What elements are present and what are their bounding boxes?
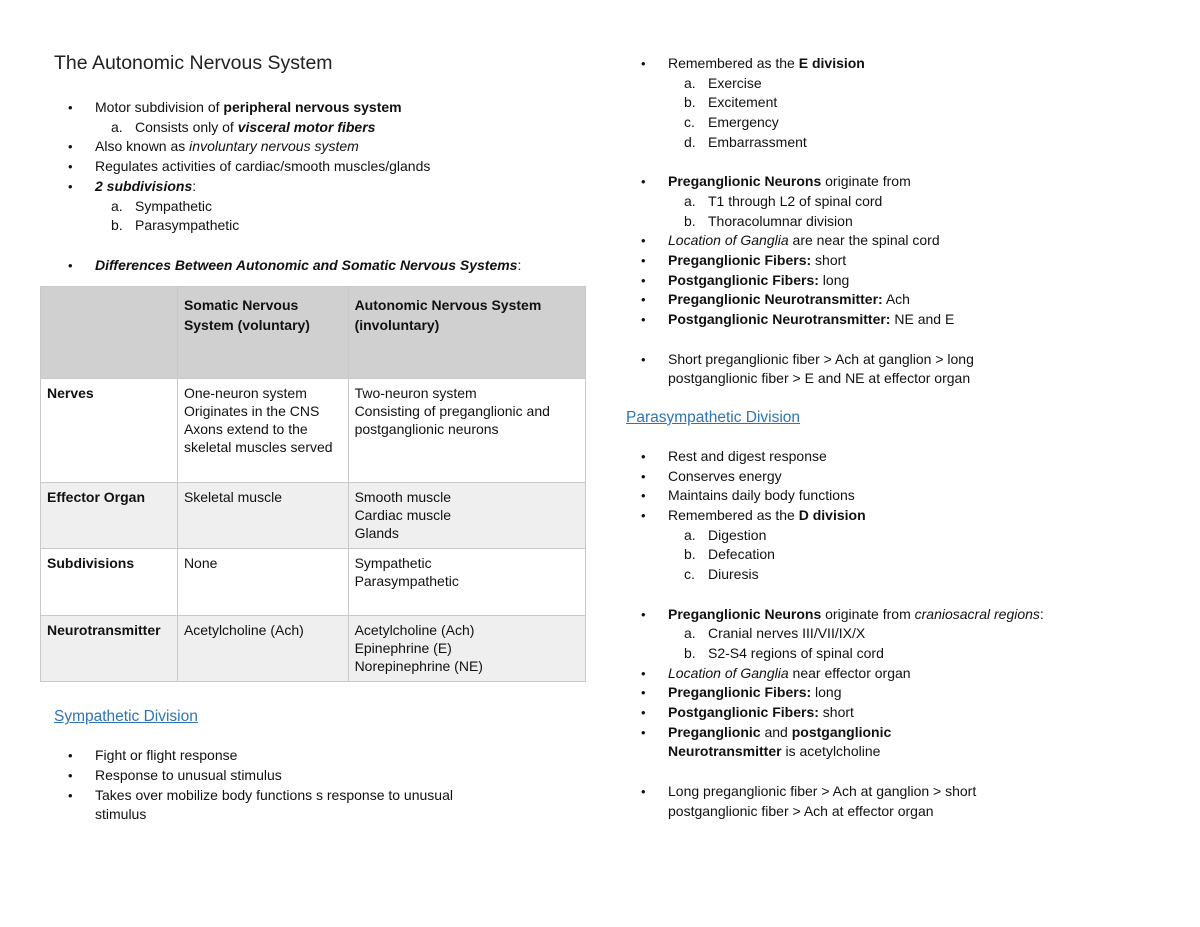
list-item: • Also known as involuntary nervous system bbox=[40, 137, 588, 157]
sub-list-item: b. Parasympathetic bbox=[111, 217, 240, 234]
table-cell: Acetylcholine (Ach) bbox=[177, 616, 348, 682]
table-cell: Acetylcholine (Ach) Epinephrine (E) Norepinephrine (NE) bbox=[348, 616, 585, 682]
list-item: • Maintains daily body functions bbox=[626, 486, 1066, 506]
page-title: The Autonomic Nervous System bbox=[54, 52, 333, 74]
list-item: • Preganglionic Fibers: short bbox=[626, 251, 1066, 271]
list-item: • Fight or flight response bbox=[40, 746, 588, 766]
sub-list-item: b. Defecation bbox=[684, 546, 775, 563]
comparison-table bbox=[40, 286, 586, 682]
sub-list-item: a. Consists only of visceral motor fibers bbox=[111, 118, 376, 135]
list-item: • Rest and digest response bbox=[626, 447, 1066, 467]
list-item: • Takes over mobilize body functions s response to unusual stimulus bbox=[40, 786, 588, 825]
list-item: • Preganglionic Neurons originate from a. T1 through L2 of spinal cord b. Thoracolumnar division bbox=[626, 172, 1066, 231]
list-item: • Postganglionic Neurotransmitter: NE and E bbox=[626, 310, 1066, 330]
sympathetic-heading: Sympathetic Division bbox=[54, 708, 198, 726]
list-item: • 2 subdivisions: a. Sympathetic b. Parasympathetic bbox=[40, 177, 588, 236]
sub-list-item: c. Emergency bbox=[684, 114, 779, 131]
sub-list-item: d. Embarrassment bbox=[684, 133, 807, 150]
sub-list-item: a. Cranial nerves III/VII/IX/X bbox=[684, 625, 866, 642]
row-label: Effector Organ bbox=[41, 483, 178, 549]
row-label: Neurotransmitter bbox=[41, 616, 178, 682]
row-label: Subdivisions bbox=[41, 549, 178, 616]
list-item: • Response to unusual stimulus bbox=[40, 766, 588, 786]
list-item: • Regulates activities of cardiac/smooth muscles/glands bbox=[40, 157, 588, 177]
parasympathetic-heading: Parasympathetic Division bbox=[626, 408, 801, 426]
table-header-cell: Somatic Nervous System (voluntary) bbox=[177, 287, 348, 379]
parasympathetic-list bbox=[626, 447, 1066, 585]
list-item: • Differences Between Autonomic and Somatic Nervous Systems: bbox=[40, 256, 588, 276]
list-item: • Conserves energy bbox=[626, 467, 1066, 487]
list-item: • Preganglionic Neurotransmitter: Ach bbox=[626, 290, 1066, 310]
list-item: • Remembered as the D division a. Digestion b. Defecation c. Diuresis bbox=[626, 506, 1066, 585]
table-cell: Sympathetic Parasympathetic bbox=[348, 549, 585, 616]
sub-list-item: a. T1 through L2 of spinal cord bbox=[684, 192, 883, 209]
sub-list-item: b. S2-S4 regions of spinal cord bbox=[684, 644, 884, 661]
row-label: Nerves bbox=[41, 379, 178, 483]
sub-list-item: c. Diuresis bbox=[684, 566, 759, 583]
table-header-row bbox=[41, 287, 586, 379]
table-cell: Smooth muscle Cardiac muscle Glands bbox=[348, 483, 585, 549]
table-row bbox=[41, 549, 586, 616]
sub-list-item: b. Thoracolumnar division bbox=[684, 212, 853, 229]
list-item: • Short preganglionic fiber > Ach at ganglion > long postganglionic fiber > E and NE at effector organ bbox=[626, 350, 1066, 389]
sub-list-item: b. Excitement bbox=[684, 94, 778, 111]
table-header-cell: Autonomic Nervous System (involuntary) bbox=[348, 287, 585, 379]
table-cell: Skeletal muscle bbox=[177, 483, 348, 549]
list-item: • Long preganglionic fiber > Ach at ganglion > short postganglionic fiber > Ach at effector organ bbox=[626, 782, 1066, 821]
sympathetic-list bbox=[40, 746, 588, 825]
sub-list-item: a. Exercise bbox=[684, 74, 762, 91]
list-item: • Postganglionic Fibers: long bbox=[626, 271, 1066, 291]
sub-list-item: a. Sympathetic bbox=[111, 197, 213, 214]
list-item: • Preganglionic and postganglionic Neurotransmitter is acetylcholine bbox=[626, 723, 1066, 762]
list-item: • Location of Ganglia near effector organ bbox=[626, 664, 1066, 684]
list-item: • Preganglionic Fibers: long bbox=[626, 683, 1066, 703]
table-cell: None bbox=[177, 549, 348, 616]
table-row bbox=[41, 379, 586, 483]
list-item: • Location of Ganglia are near the spinal cord bbox=[626, 231, 1066, 251]
table-header-cell bbox=[41, 287, 178, 379]
sub-list-item: a. Digestion bbox=[684, 526, 767, 543]
list-item: • Remembered as the E division a. Exercise b. Excitement c. Emergency d. Embarrassment bbox=[626, 54, 1066, 153]
right-column bbox=[626, 54, 1066, 821]
table-cell: One-neuron system Originates in the CNS Axons extend to the skeletal muscles served bbox=[177, 379, 348, 483]
intro-list bbox=[40, 98, 588, 236]
table-row bbox=[41, 616, 586, 682]
table-row bbox=[41, 483, 586, 549]
list-item: • Preganglionic Neurons originate from craniosacral regions: a. Cranial nerves III/VII/IX/X b. S2-S4 regions of spinal cord bbox=[626, 605, 1066, 664]
list-item: • Postganglionic Fibers: short bbox=[626, 703, 1066, 723]
table-cell: Two-neuron system Consisting of preganglionic and postganglionic neurons bbox=[348, 379, 585, 483]
left-column bbox=[40, 50, 588, 825]
list-item: • Motor subdivision of peripheral nervous system a. Consists only of visceral motor fibers bbox=[40, 98, 588, 137]
